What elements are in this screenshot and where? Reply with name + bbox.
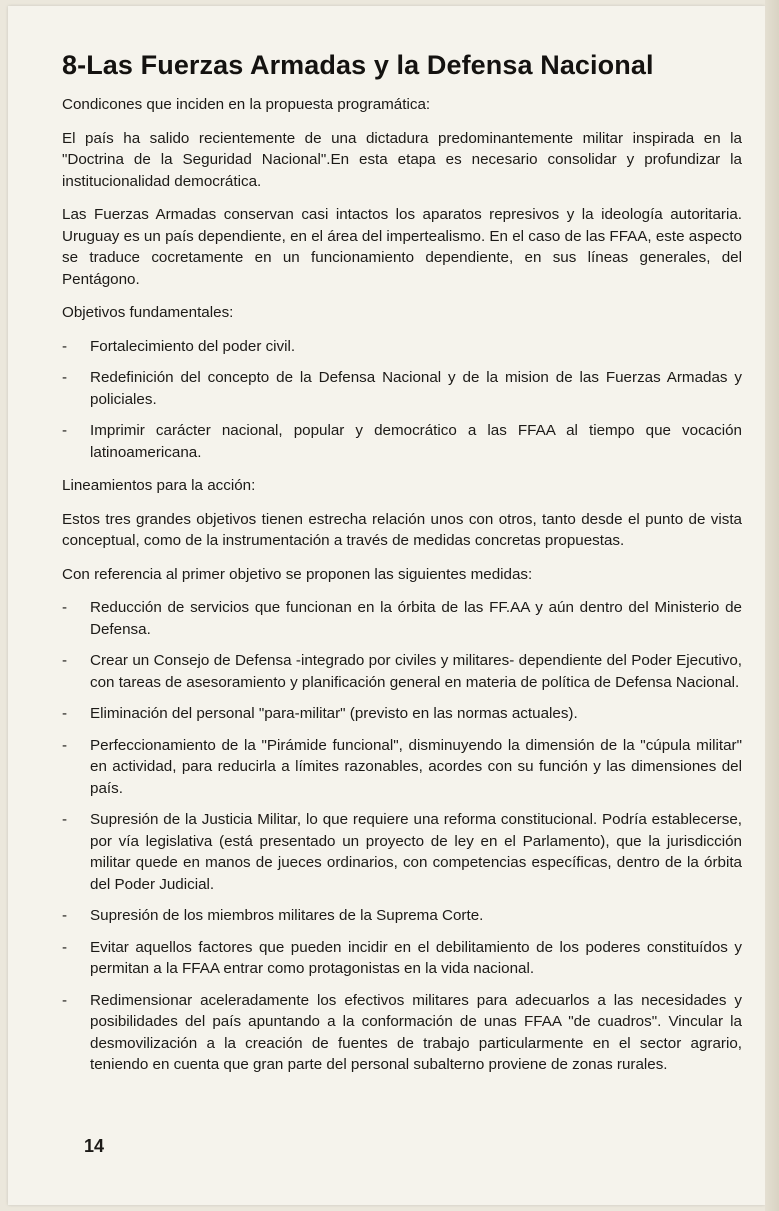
page-edge: [765, 0, 779, 1211]
list-item-text: Supresión de los miembros militares de la Suprema Corte.: [90, 907, 484, 924]
paragraph: El país ha salido recientemente de una dictadura predominantemente militar inspirada en la "Doctrina de la Seguridad Nacional".En esta etapa es necesario consolidar y profundizar la institucionalidad democrática.: [62, 129, 742, 190]
list-item: [62, 367, 742, 410]
list-dash: -: [62, 652, 68, 669]
list-item-text: Evitar aquellos factores que pueden incidir en el debilitamiento de los poderes constituídos y permitan a la FFAA entrar como protagonistas en la vida nacional.: [90, 938, 742, 977]
paragraph: Lineamientos para la acción:: [62, 477, 256, 494]
list-item-text: Eliminación del personal "para-militar" (previsto en las normas actuales).: [90, 705, 578, 722]
body-text: [62, 94, 742, 1076]
list-dash: -: [62, 736, 68, 754]
list-item: [62, 420, 742, 463]
list-item: [62, 703, 742, 725]
list-dash: -: [62, 811, 68, 828]
list-item-text: Redefinición del concepto de la Defensa Nacional y de la mision de las Fuerzas Armadas y policiales.: [90, 369, 742, 408]
list-item-text: Crear un Consejo de Defensa -integrado por civiles y militares- dependiente del Poder Ejecutivo, con tareas de asesoramiento y planificación general en materia de política de Defensa Nacional.: [90, 652, 742, 691]
list-item-text: Fortalecimiento del poder civil.: [90, 337, 296, 355]
list-item-text: Imprimir carácter nacional, popular y democrático a las FFAA al tiempo que vocación latinoamericana.: [90, 422, 742, 461]
bullet-list: [62, 336, 742, 464]
page-content: [62, 48, 742, 1088]
list-item-text: Reducción de servicios que funcionan en la órbita de las FF.AA y aún dentro del Ministerio de Defensa.: [90, 599, 742, 638]
list-dash: -: [62, 337, 68, 355]
paragraph: Estos tres grandes objetivos tienen estrecha relación unos con otros, tanto desde el punto de vista conceptual, como de la instrumentación a través de medidas concretas propuestas.: [62, 510, 742, 549]
list-item: [62, 809, 742, 895]
list-item: [62, 937, 742, 980]
paragraph: Objetivos fundamentales:: [62, 304, 234, 321]
list-item: [62, 735, 742, 800]
list-item: [62, 597, 742, 640]
paragraph: Las Fuerzas Armadas conservan casi intactos los aparatos represivos y la ideología autoritaria. Uruguay es un país dependiente, en el área del impertealismo. En el caso de las FFAA, este aspecto se traduce cocretamente en un funcionamiento dependiente, en sus líneas generales, del Pentágono.: [62, 206, 742, 288]
list-dash: -: [62, 599, 68, 616]
list-dash: -: [62, 907, 68, 924]
paragraph: Con referencia al primer objetivo se proponen las siguientes medidas:: [62, 565, 533, 583]
list-item: [62, 336, 742, 358]
list-item-text: Perfeccionamiento de la "Pirámide funcional", disminuyendo la dimensión de la "cúpula militar" en actividad, para reducirla a límites razonables, acordes con su función y las dimensiones del país.: [90, 736, 742, 797]
list-item: [62, 905, 742, 927]
list-item: [62, 650, 742, 693]
list-item-text: Redimensionar aceleradamente los efectivos militares para adecuarlos a las necesidades y posibilidades del país apuntando a la conformación de unas FFAA "de cuadros". Vincular la desmovilización a la creación de fuentes de trabajo particularmente en el sector agrario, teniendo en cuenta que gran parte del personal subalterno proviene de zonas rurales.: [90, 991, 742, 1073]
section-title: 8-Las Fuerzas Armadas y la Defensa Nacional: [62, 50, 654, 80]
list-item-text: Supresión de la Justicia Militar, lo que requiere una reforma constitucional. Podría establecerse, por vía legislativa (está presentado un proyecto de ley en el Parlamento), que la jurisdicción militar quede en manos de jueces ordinarios, con competencias específicas, dentro de la órbita del Poder Judicial.: [90, 811, 742, 893]
list-dash: -: [62, 369, 68, 386]
list-dash: -: [62, 705, 68, 722]
page-number: 14: [84, 1136, 105, 1156]
list-dash: -: [62, 938, 68, 956]
bullet-list: [62, 597, 742, 1076]
list-dash: -: [62, 422, 68, 439]
list-dash: -: [62, 991, 68, 1009]
paragraph: Condicones que inciden en la propuesta programática:: [62, 96, 431, 113]
list-item: [62, 990, 742, 1076]
